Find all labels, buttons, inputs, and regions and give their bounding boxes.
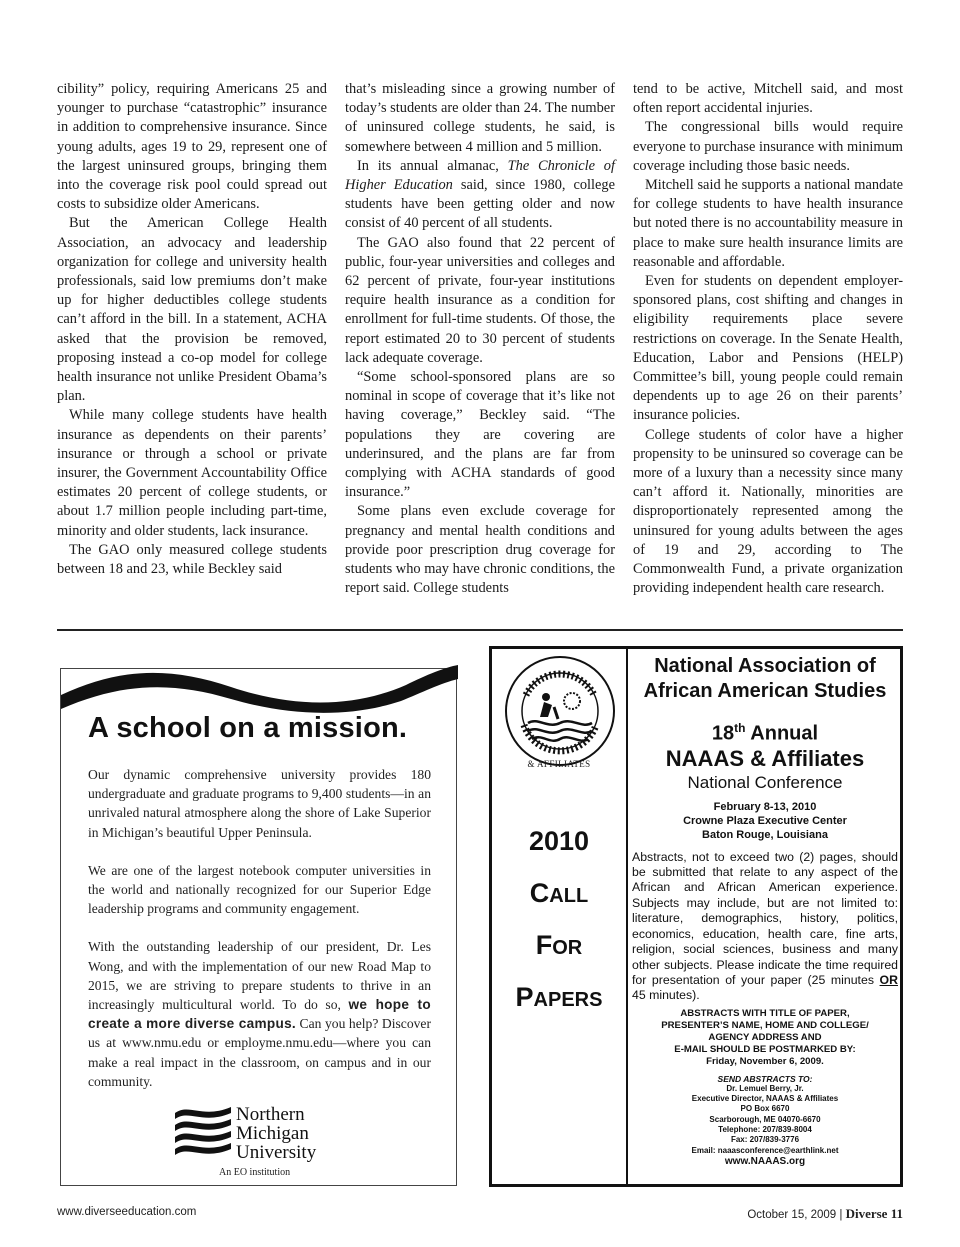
conference-title: NAAAS & Affiliates: [665, 745, 865, 771]
cfp-word: CALL: [529, 878, 589, 908]
article-column-2: [345, 80, 615, 598]
website-link[interactable]: www.NAAAS.org: [724, 1155, 806, 1167]
paragraph: The GAO only measured college students between 18 and 23, while Beckley said: [57, 541, 327, 578]
paragraph: Mitchell said he supports a national mandate for college students to have health insurance but noted there is no accountability measure in place to make sure health insurance limits are reasonable and affordable.: [633, 177, 903, 270]
text-run: said, since 1980, college students have been getting older and now consist of 40 percent of all students.: [345, 177, 615, 232]
call-for-papers: [496, 815, 622, 1023]
ad-body: [88, 765, 431, 1110]
paragraph: While many college students have health insurance as dependents on their parents’ insurance or through a school or private insurer, the Government Accountability Office estimates 20 percent of college students, or about 1.7 million people including part-time, minority and older students, lack insurance.: [57, 407, 327, 539]
logo-wordmark: [236, 1105, 316, 1162]
logo-line: Northern: [236, 1104, 305, 1125]
paragraph: Even for students on dependent employer-sponsored plans, cost shifting and changes in eligibility requirements place severe restrictions on coverage. In the Senate Health, Education, Labor and Pensions (HELP) Committee’s bill, young people could remain dependents up to age 26 on their parents’ insurance policies.: [633, 273, 903, 424]
paragraph: [345, 157, 615, 234]
paragraph: that’s misleading since a growing number of today’s students are older than 24. The number of uninsured college students, he said, is somewhere between 4 million and 5 million.: [345, 81, 615, 155]
cfp-word: PAPERS: [515, 982, 603, 1012]
eo-statement: An EO institution: [219, 1167, 291, 1178]
footer-url[interactable]: www.diverseeducation.com: [57, 1206, 197, 1218]
submission-deadline: ABSTRACTS WITH TITLE OF PAPER, PRESENTER’S NAME, HOME AND COLLEGE/ AGENCY ADDRESS AND E-MAIL SHOULD BE POSTMARKED BY: Friday, November 6, 2009.: [661, 1007, 869, 1067]
naaas-advertisement: [489, 646, 903, 1187]
text-run: In its annual almanac,: [357, 157, 508, 174]
ad-headline: A school on a mission.: [88, 712, 408, 744]
cfp-year: 2010: [528, 826, 590, 856]
paragraph: College students of color have a higher propensity to be uninsured so coverage can be more of a luxury than a necessity since many can’t afford it. Nationally, minorities are disproportionately represented among the uninsured for young adults between the ages of 19 and 29, according to The Commonwealth Fund, a private organization providing independent health care research.: [633, 426, 903, 597]
paragraph: “Some school-sponsored plans are so nominal in scope of coverage that it’s like not having coverage,” Beckley said. “The populations they are covering are underinsured, and the plans are far from complying with ACHA standards of good insurance.”: [345, 369, 615, 501]
paragraph: But the American College Health Association, an advocacy and leadership organization for college and university health professionals, said low premiums don’t make up for higher deductibles college students can’t afford in the bill. In a statement, ACHA asked that the provision be removed, proposing instead a co-op model for college health insurance not unlike President Obama’s plan.: [57, 215, 327, 405]
wave-banner-icon: [61, 657, 458, 717]
paragraph: cibility” policy, requiring Americans 25 and younger to purchase “catastrophic” insurance in addition to comprehensive insurance. Since young adults, ages 19 to 29, represent one of the largest uninsured groups, bringing them into the coverage risk pool could spread out costs to subsidize older Americans.: [57, 81, 327, 213]
article-column-1: [57, 80, 327, 579]
text-run: Can you help? Discover us at www.nmu.edu or employme.nmu.edu—where you can make a real impact in the classroom, on campus and in our community.: [88, 1016, 431, 1089]
paragraph: Some plans even exclude coverage for pregnancy and mental health conditions and provide poor prescription drug coverage for students who may have chronic conditions, the report said. College students: [345, 503, 615, 597]
mailing-address: Dr. Lemuel Berry, Jr. Executive Director, NAAAS & Affiliates PO Box 6670 Scarborough, ME 04070-6670 Telephone: 207/839-8004 Fax: 207/839-3776 Email: naaasconference@earthlink.net: [691, 1083, 839, 1155]
page-number: 11: [887, 1206, 903, 1221]
naaas-seal-icon: [504, 655, 616, 767]
section-divider: [57, 629, 903, 631]
emphasis-text: we hope to create a more diverse campus.: [88, 997, 431, 1032]
magazine-name: Diverse: [845, 1206, 888, 1221]
paragraph: tend to be active, Mitchell said, and most often report accidental injuries.: [633, 81, 903, 117]
nmu-logo: [173, 1101, 343, 1178]
wave-logo-icon: [173, 1101, 233, 1163]
publication-title: The Chronicle of Higher Education: [345, 157, 615, 194]
abstract-instructions: Abstracts, not to exceed two (2) pages, should be submitted that relate to any aspect of the African and African American experience. Subjects may include, but are not limited to: literature, demographics, history, politics, economics, education, health care, fine arts, religion, social sciences, business and many other subjects. Please indicate the time required for presentation of your paper (25 minutes OR 45 minutes).: [632, 849, 898, 1003]
text-run: With the outstanding leadership of our president, Dr. Les Wong, and with the implementation of our new Road Map to 2015, we are striving to prepare students to thrive in an increasingly multicultural world. To do so,: [88, 939, 431, 1013]
logo-line: Michigan: [236, 1123, 309, 1144]
conference-details: [632, 654, 898, 1168]
ad-paragraph: Our dynamic comprehensive university provides 180 undergraduate and graduate programs to 9,400 students—in an unrivaled natural atmosphere along the shore of Lake Superior in Michigan’s beautiful Upper Peninsula.: [88, 767, 431, 840]
article-column-3: [633, 80, 903, 598]
org-name: National Association of African American Studies: [643, 655, 887, 702]
ad-paragraph: [88, 937, 431, 1091]
nmu-advertisement: [60, 668, 457, 1186]
cfp-word: FOR: [535, 930, 583, 960]
annual-label: 18th Annual: [711, 721, 819, 745]
logo-line: University: [236, 1142, 317, 1163]
ad-divider: [626, 649, 628, 1184]
ad-paragraph: We are one of the largest notebook computer universities in the world and nationally recognized for our Superior Edge leadership programs and community engagement.: [88, 862, 431, 917]
footer-folio: October 15, 2009 | Diverse 11: [747, 1206, 903, 1221]
conference-dates: February 8-13, 2010 Crowne Plaza Executive Center Baton Rouge, Louisiana: [683, 800, 847, 841]
paragraph: The congressional bills would require everyone to purchase insurance with minimum coverage including those basic needs.: [633, 119, 903, 174]
paragraph: The GAO also found that 22 percent of public, four-year universities and colleges and 62 percent of private, four-year institutions require health insurance as a condition for enrollment for full-time students. Of those, the report estimated 20 to 30 percent of students lack adequate coverage.: [345, 234, 615, 366]
seal-caption: & AFFILIATES: [527, 759, 591, 769]
send-label: SEND ABSTRACTS TO:: [717, 1073, 813, 1084]
conference-subtitle: National Conference: [687, 772, 843, 792]
